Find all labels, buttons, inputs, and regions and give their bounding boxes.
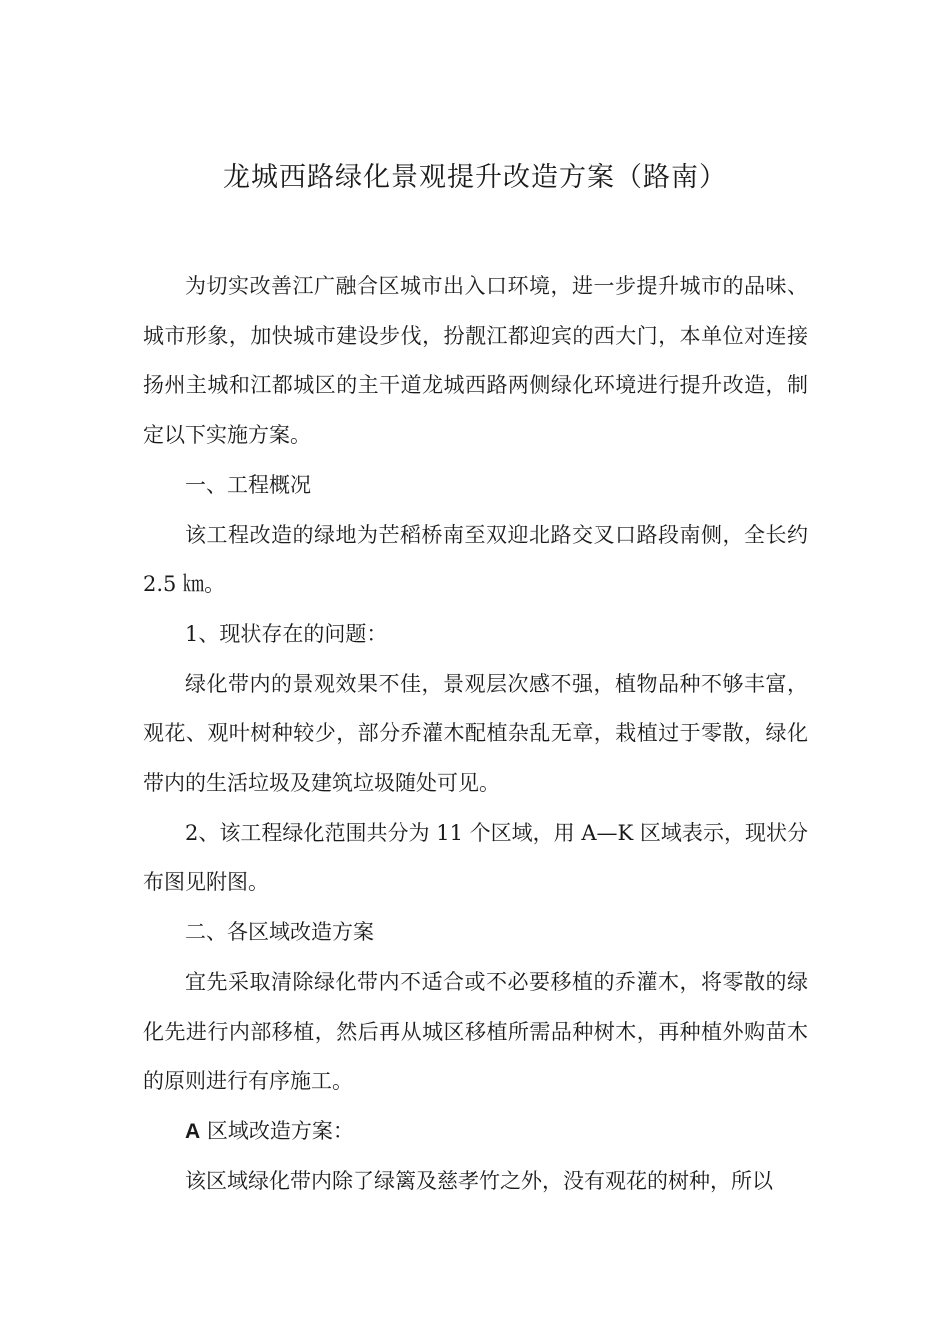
zone-a-heading-text: 区域改造方案：: [200, 1118, 354, 1143]
subheading-zone-a: [143, 1107, 808, 1157]
paragraph-scope: 该工程改造的绿地为芒稻桥南至双迎北路交叉口路段南侧，全长约 2.5 ㎞。: [143, 522, 808, 597]
paragraph-problems: 绿化带内的景观效果不佳，景观层次感不强，植物品种不够丰富，观花、观叶树种较少，部分乔灌木配植杂乱无章，栽植过于零散，绿化带内的生活垃圾及建筑垃圾随处可见。: [143, 671, 808, 796]
paragraph-principle: 宜先采取清除绿化带内不适合或不必要移植的乔灌木，将零散的绿化先进行内部移植，然后再从城区移植所需品种树木，再种植外购苗木的原则进行有序施工。: [143, 969, 808, 1094]
document-title: 龙城西路绿化景观提升改造方案（路南）: [223, 162, 727, 193]
paragraph-intro: 为切实改善江广融合区城市出入口环境，进一步提升城市的品味、城市形象，加快城市建设步伐，扮靓江都迎宾的西大门，本单位对连接扬州主城和江都城区的主干道龙城西路两侧绿化环境进行提升改造，制定以下实施方案。: [143, 274, 808, 448]
zone-a-letter: A: [185, 1119, 201, 1143]
subheading-problems: 1、现状存在的问题：: [185, 621, 388, 646]
paragraph-zone-a: 该区域绿化带内除了绿篱及慈孝竹之外，没有观花的树种，所以: [185, 1168, 773, 1193]
paragraph-zones: 2、该工程绿化范围共分为 11 个区域，用 A—K 区域表示，现状分布图见附图。: [143, 820, 808, 895]
section-heading-overview: 一、工程概况: [185, 472, 311, 497]
section-heading-plans: 二、各区域改造方案: [185, 920, 374, 945]
document-body: [143, 262, 808, 1206]
